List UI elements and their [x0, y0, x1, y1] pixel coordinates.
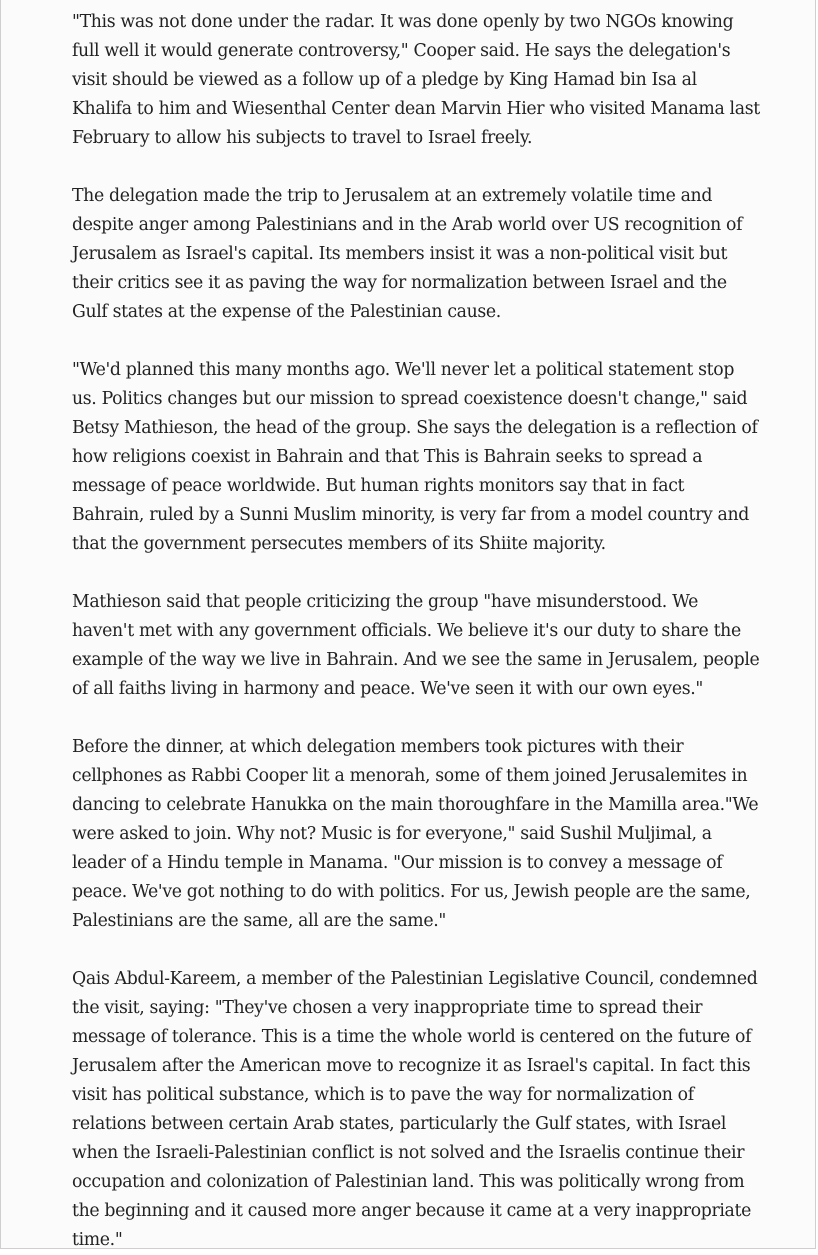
article-paragraph: The delegation made the trip to Jerusalem at an extremely volatile time and despite anger among Palestinians and in the Arab world over US recognition of Jerusalem as Israel's capital. Its members insist it was a non-political visit but their critics see it as paving the way for normalization between Israel and the Gulf states at the expense of the Palestinian cause. [72, 186, 743, 322]
article-paragraph: Mathieson said that people criticizing the group "have misunderstood. We haven't met with any government officials. We believe it's our duty to share the example of the way we live in Bahrain. And we see the same in Jerusalem, people of all faiths living in harmony and peace. We've seen it with our own eyes." [72, 592, 760, 699]
article-paragraph: "We'd planned this many months ago. We'll never let a political statement stop us. Politics changes but our mission to spread coexistence doesn't change," said Betsy Mathieson, the head of the group. She says the delegation is a reflection of how religions coexist in Bahrain and that This is Bahrain seeks to spread a message of peace worldwide. But human rights monitors say that in fact Bahrain, ruled by a Sunni Muslim minority, is very far from a model country and that the government persecutes members of its Shiite majority. [72, 360, 758, 554]
article-body [72, 8, 760, 1255]
article-paragraph: Qais Abdul-Kareem, a member of the Palestinian Legislative Council, condemned the visit, saying: "They've chosen a very inappropriate time to spread their message of tolerance. This is a time the whole world is centered on the future of Jerusalem after the American move to recognize it as Israel's capital. In fact this visit has political substance, which is to pave the way for normalization of relations between certain Arab states, particularly the Gulf states, with Israel when the Israeli-Palestinian conflict is not solved and the Israelis continue their occupation and colonization of Palestinian land. This was politically wrong from the beginning and it caused more anger because it came at a very inappropriate time." [72, 969, 758, 1250]
article-paragraph: Before the dinner, at which delegation members took pictures with their cellphones as Rabbi Cooper lit a menorah, some of them joined Jerusalemites in dancing to celebrate Hanukka on the main thoroughfare in the Mamilla area."We were asked to join. Why not? Music is for everyone," said Sushil Muljimal, a leader of a Hindu temple in Manama. "Our mission is to convey a message of peace. We've got nothing to do with politics. For us, Jewish people are the same, Palestinians are the same, all are the same." [72, 737, 759, 931]
article-paragraph: "This was not done under the radar. It was done openly by two NGOs knowing full well it would generate controversy," Cooper said. He says the delegation's visit should be viewed as a follow up of a pledge by King Hamad bin Isa al Khalifa to him and Wiesenthal Center dean Marvin Hier who visited Manama last February to allow his subjects to travel to Israel freely. [72, 12, 760, 148]
